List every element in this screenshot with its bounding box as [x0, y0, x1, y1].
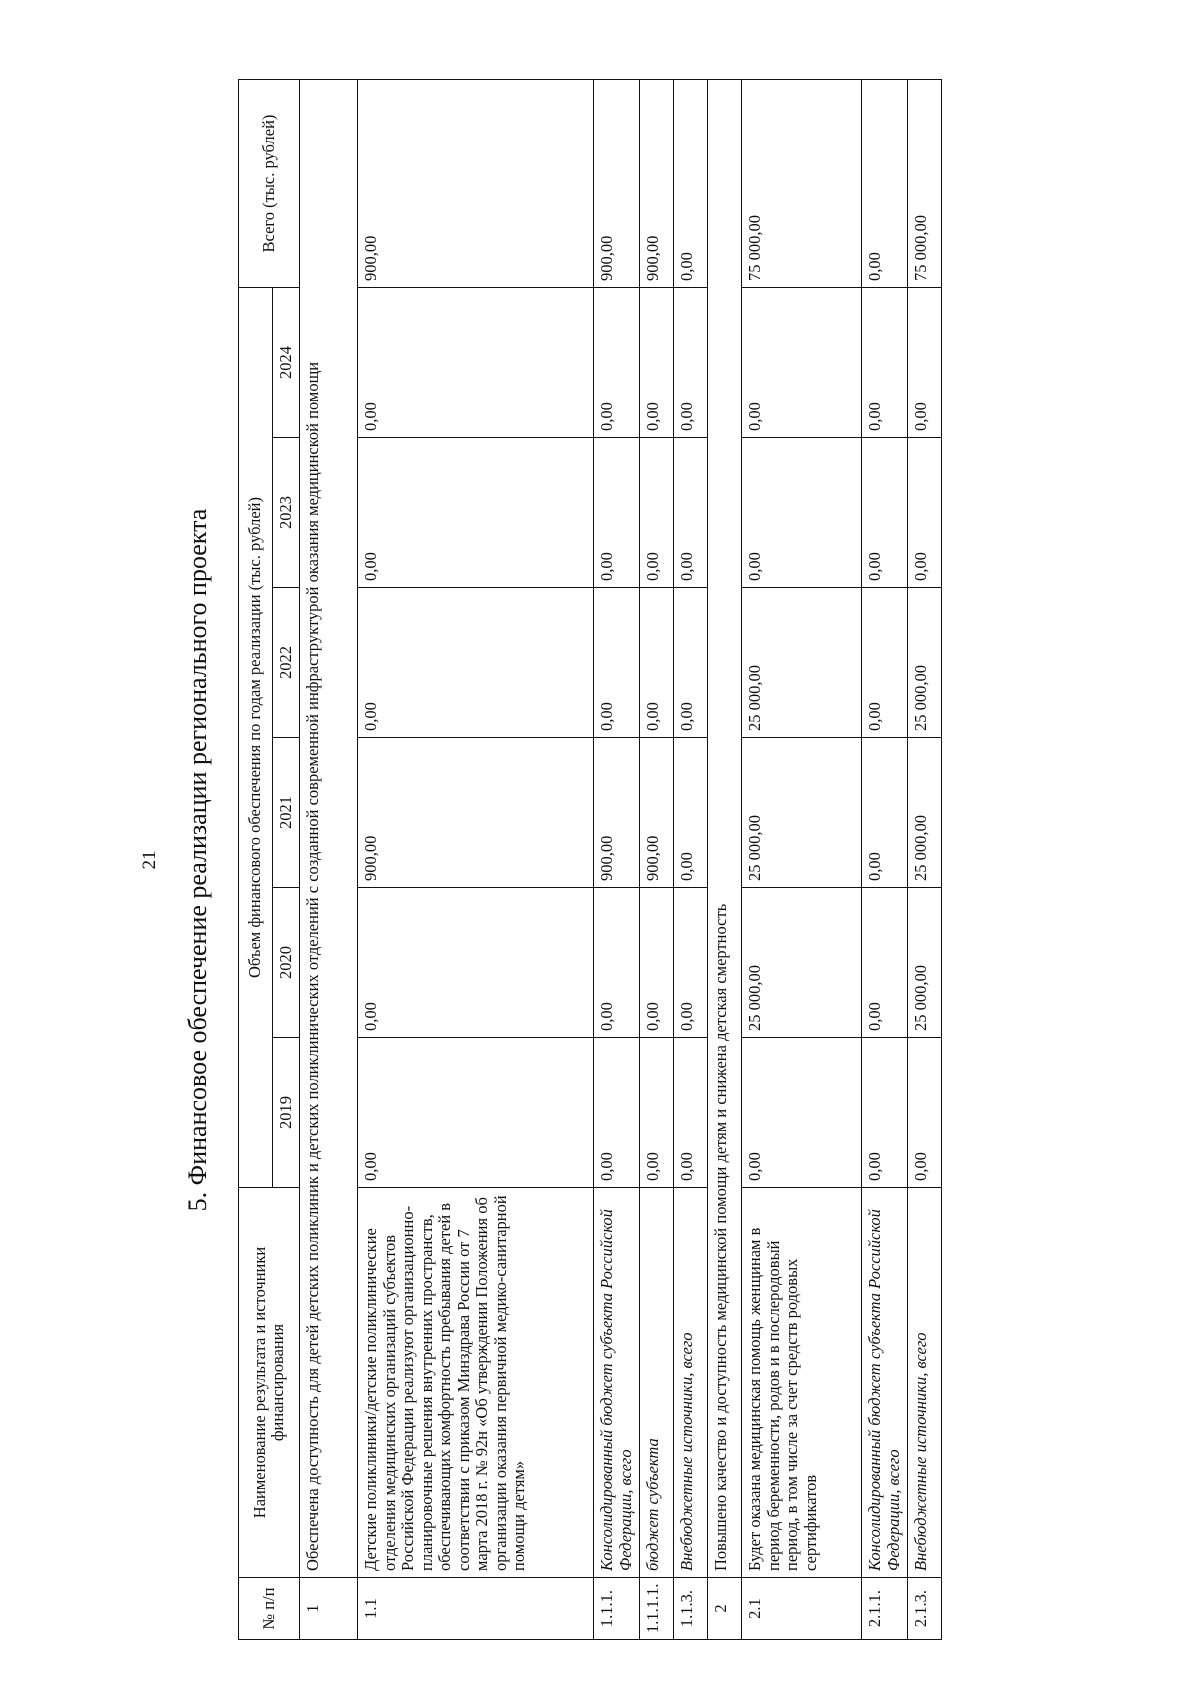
- year-value: 900,00: [358, 738, 594, 888]
- section-row: [708, 80, 742, 1640]
- year-value: 0,00: [640, 1038, 674, 1188]
- year-value: 0,00: [358, 888, 594, 1038]
- header-year: 2023: [273, 438, 300, 588]
- year-value: 0,00: [674, 738, 708, 888]
- row-name: Внебюджетные источники, всего: [674, 1188, 708, 1578]
- table-body: [300, 80, 942, 1640]
- year-value: 0,00: [358, 588, 594, 738]
- year-value: 0,00: [742, 288, 862, 438]
- financing-table: [238, 79, 942, 1640]
- total-value: 900,00: [640, 80, 674, 288]
- row-name: Консолидированный бюджет субъекта Российской Федерации, всего: [594, 1188, 640, 1578]
- total-value: 900,00: [358, 80, 594, 288]
- total-value: 75 000,00: [908, 80, 942, 288]
- year-value: 0,00: [908, 1038, 942, 1188]
- row-number: 1.1.1.1.: [640, 1578, 674, 1640]
- year-value: 0,00: [594, 888, 640, 1038]
- header-volume: Объем финансового обеспечения по годам реализации (тыс. рублей): [239, 288, 273, 1188]
- year-value: 0,00: [594, 588, 640, 738]
- table-row: [594, 80, 640, 1640]
- year-value: 0,00: [594, 438, 640, 588]
- header-year: 2024: [273, 288, 300, 438]
- row-number: 1.1.1.: [594, 1578, 640, 1640]
- header-year: 2019: [273, 1038, 300, 1188]
- section-title: Повышено качество и доступность медицинской помощи детям и снижена детская смертность: [708, 80, 742, 1578]
- year-value: 0,00: [358, 1038, 594, 1188]
- total-value: 0,00: [862, 80, 908, 288]
- table-row: [908, 80, 942, 1640]
- page-title: 5. Финансовое обеспечение реализации регионального проекта: [183, 508, 212, 1212]
- total-value: 75 000,00: [742, 80, 862, 288]
- year-value: 0,00: [862, 888, 908, 1038]
- year-value: 0,00: [862, 738, 908, 888]
- year-value: 900,00: [594, 738, 640, 888]
- row-name: Консолидированный бюджет субъекта Российской Федерации, всего: [862, 1188, 908, 1578]
- row-name: Детские поликлиники/детские поликлинические отделения медицинских организаций субъектов Российской Федерации реализуют организационно-планировочные решения внутренних пространств, обеспечивающих комфортность пребывания детей в соответствии с приказом Минздрава России от 7 марта 2018 г. № 92н «Об утверждении Положения об организации оказания первичной медико-санитарной помощи детям»: [358, 1188, 594, 1578]
- total-value: 900,00: [594, 80, 640, 288]
- year-value: 0,00: [594, 288, 640, 438]
- header-total: Всего (тыс. рублей): [239, 80, 300, 288]
- year-value: 25 000,00: [742, 588, 862, 738]
- year-value: 0,00: [674, 438, 708, 588]
- row-name: Внебюджетные источники, всего: [908, 1188, 942, 1578]
- year-value: 0,00: [640, 288, 674, 438]
- table-row: [674, 80, 708, 1640]
- row-name: бюджет субъекта: [640, 1188, 674, 1578]
- year-value: 0,00: [594, 1038, 640, 1188]
- year-value: 0,00: [674, 588, 708, 738]
- year-value: 25 000,00: [908, 888, 942, 1038]
- year-value: 0,00: [358, 288, 594, 438]
- year-value: 0,00: [640, 888, 674, 1038]
- year-value: 0,00: [908, 438, 942, 588]
- page-number: 21: [139, 850, 160, 870]
- year-value: 0,00: [674, 1038, 708, 1188]
- document-page: [130, 70, 1090, 1650]
- year-value: 25 000,00: [742, 888, 862, 1038]
- year-value: 0,00: [862, 1038, 908, 1188]
- row-name: Будет оказана медицинская помощь женщинам в период беременности, родов и в послеродовый период, в том числе за счет средств родовых сертификатов: [742, 1188, 862, 1578]
- year-value: 0,00: [862, 588, 908, 738]
- year-value: 0,00: [674, 888, 708, 1038]
- header-num: № п/п: [239, 1578, 300, 1640]
- row-number: 2.1.1.: [862, 1578, 908, 1640]
- table-row: [862, 80, 908, 1640]
- year-value: 0,00: [862, 438, 908, 588]
- row-number: 2.1: [742, 1578, 862, 1640]
- year-value: 0,00: [742, 1038, 862, 1188]
- table-row: [358, 80, 594, 1640]
- row-number: 1.1.3.: [674, 1578, 708, 1640]
- header-year: 2020: [273, 888, 300, 1038]
- row-number: 1: [300, 1578, 358, 1640]
- year-value: 900,00: [640, 738, 674, 888]
- year-value: 0,00: [674, 288, 708, 438]
- section-title: Обеспечена доступность для детей детских поликлиник и детских поликлинических отделений с созданной современной инфраструктурой оказания медицинской помощи: [300, 80, 358, 1578]
- year-value: 25 000,00: [742, 738, 862, 888]
- row-number: 1.1: [358, 1578, 594, 1640]
- header-year: 2022: [273, 588, 300, 738]
- table-row: [742, 80, 862, 1640]
- year-value: 25 000,00: [908, 738, 942, 888]
- row-number: 2.1.3.: [908, 1578, 942, 1640]
- row-number: 2: [708, 1578, 742, 1640]
- header-year: 2021: [273, 738, 300, 888]
- total-value: 0,00: [674, 80, 708, 288]
- table-row: [640, 80, 674, 1640]
- year-value: 0,00: [862, 288, 908, 438]
- header-name: Наименование результата и источники финансирования: [239, 1188, 300, 1578]
- year-value: 0,00: [640, 438, 674, 588]
- year-value: 25 000,00: [908, 588, 942, 738]
- year-value: 0,00: [358, 438, 594, 588]
- section-row: [300, 80, 358, 1640]
- year-value: 0,00: [908, 288, 942, 438]
- year-value: 0,00: [640, 588, 674, 738]
- year-value: 0,00: [742, 438, 862, 588]
